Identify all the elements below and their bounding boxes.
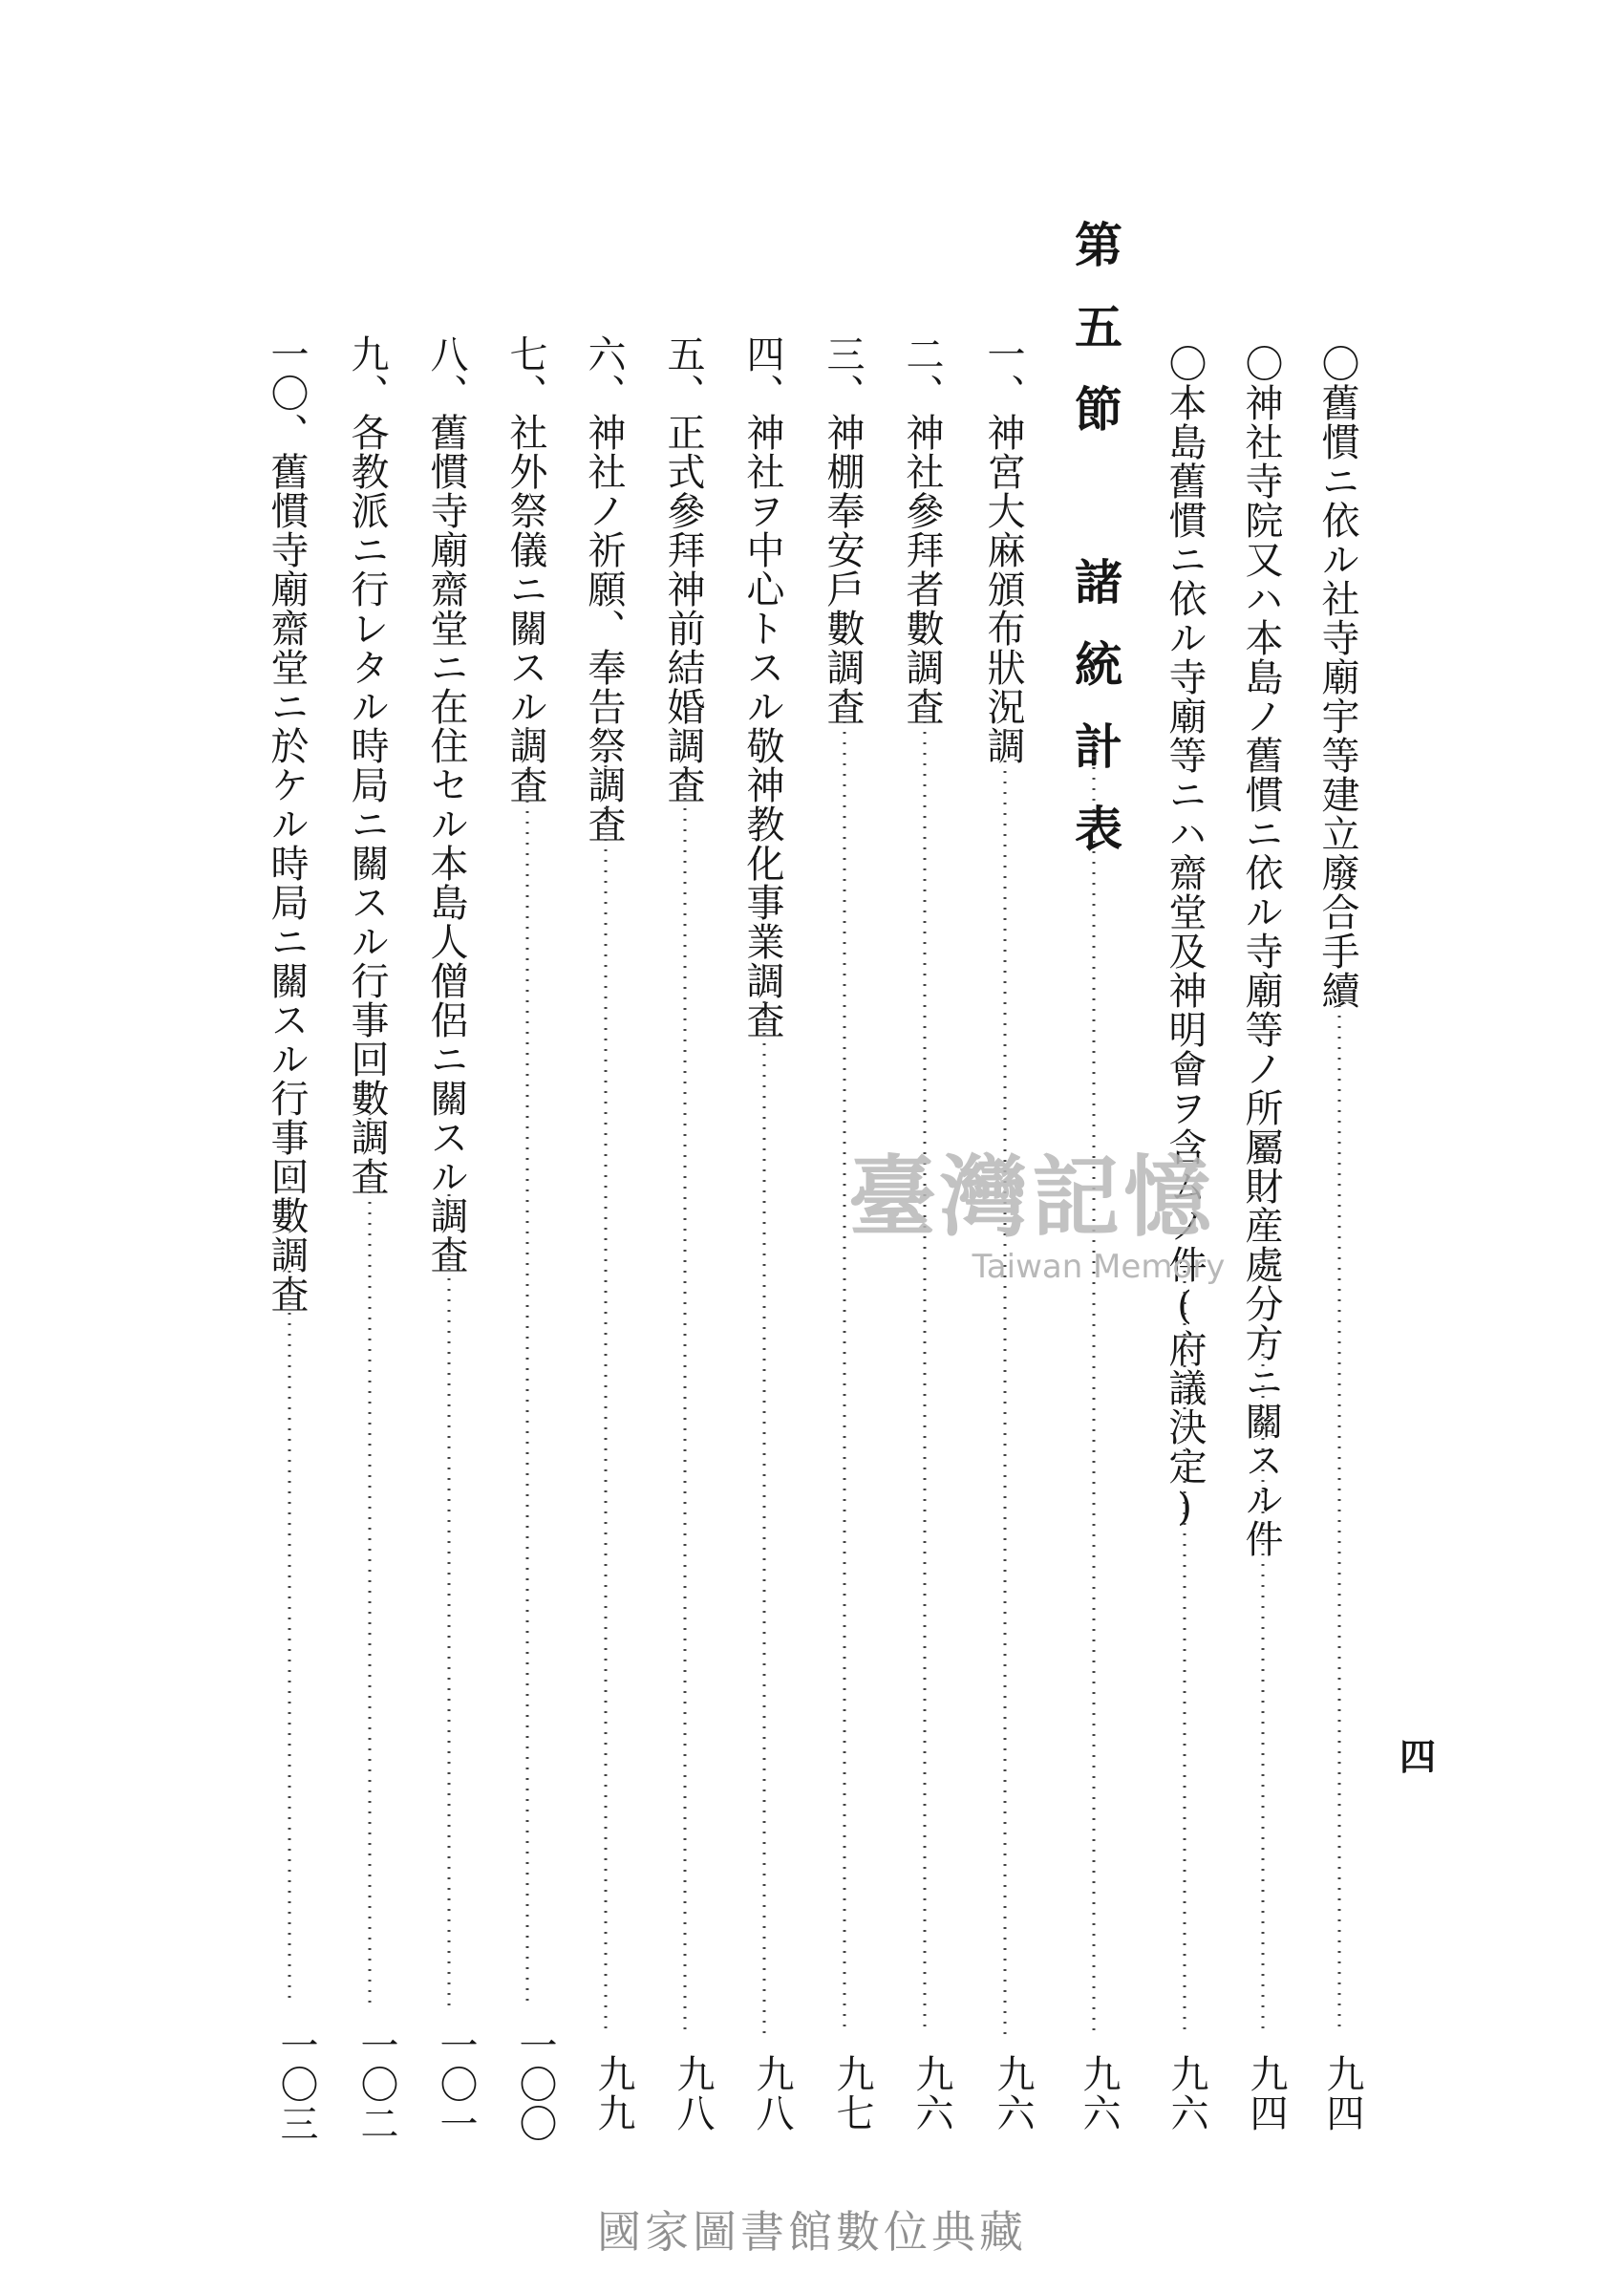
- toc-page: 九六: [1165, 2054, 1208, 2132]
- toc-entry: [900, 334, 944, 726]
- toc-entry-text: 六、神社ノ祈願、奉告祭調査: [582, 334, 626, 844]
- toc-entry-text: 九、各教派ニ行レタル時局ニ關スル行事回數調査: [345, 334, 389, 1196]
- toc-page: 九六: [909, 2054, 953, 2132]
- toc-entry-text: 八、舊慣寺廟齋堂ニ在住セル本島人僧侶ニ關スル調査: [424, 334, 468, 1275]
- page-number: 四: [1400, 1735, 1437, 1778]
- toc-entry-text: 一、神宮大麻頒布狀況調: [981, 334, 1025, 765]
- toc-page: 九七: [830, 2054, 874, 2132]
- toc-entry: [503, 334, 547, 804]
- toc-page: 九六: [991, 2054, 1035, 2132]
- toc-page: 九四: [1320, 2054, 1364, 2132]
- toc-page: 一〇三: [274, 2025, 318, 2143]
- footer-credit: 國家圖書館數位典藏: [597, 2206, 1027, 2258]
- toc-entry-text: 〇本島舊慣ニ依ル寺廟等ニハ齋堂及神明會ヲ含ムノ件(府議決定): [1163, 344, 1207, 1531]
- toc-entry: [424, 334, 468, 1275]
- toc-page: 九九: [591, 2054, 635, 2132]
- toc-entry: [661, 334, 705, 804]
- watermark: [812, 1127, 1251, 1286]
- toc-page: 九四: [1244, 2054, 1288, 2132]
- toc-entry: [345, 334, 389, 1196]
- toc-entry: [1163, 344, 1207, 1531]
- toc-page: 一〇〇: [513, 2025, 557, 2143]
- toc-page: 九八: [750, 2054, 794, 2132]
- toc-entry: [981, 334, 1025, 765]
- toc-entry: [740, 334, 784, 1039]
- toc-entry: [265, 334, 309, 1314]
- toc-page: 一〇二: [354, 2025, 398, 2143]
- toc-entry: [821, 334, 865, 726]
- toc-page: 一〇一: [434, 2025, 478, 2143]
- toc-entry-text: 二、神社參拜者數調査: [900, 334, 944, 726]
- section-title: 第五節 諸統計表: [1067, 220, 1123, 886]
- watermark-sub: Taiwan Memory: [972, 1248, 1226, 1286]
- toc-entry-text: 五、正式參拜神前結婚調査: [661, 334, 705, 804]
- watermark-main: 臺灣記憶: [847, 1146, 1215, 1249]
- toc-entry-text: 七、社外祭儀ニ關スル調査: [503, 334, 547, 804]
- toc-entry-text: 一〇、舊慣寺廟齋堂ニ於ケル時局ニ關スル行事回數調査: [265, 334, 309, 1314]
- toc-entry: [582, 334, 626, 844]
- toc-entry: [1315, 344, 1359, 1010]
- toc-entry-text: 〇舊慣ニ依ル社寺廟宇等建立廢合手續: [1315, 344, 1359, 1010]
- toc-entry-text: 三、神棚奉安戶數調査: [821, 334, 865, 726]
- toc-page: 九六: [1077, 2054, 1121, 2132]
- toc-entry-text: 〇神社寺院又ハ本島ノ舊慣ニ依ル寺廟等ノ所屬財産處分方ニ關スル件: [1239, 344, 1283, 1558]
- toc-page: 九八: [671, 2054, 715, 2132]
- toc-entry: [1239, 344, 1283, 1558]
- toc-entry-text: 四、神社ヲ中心トスル敬神教化事業調査: [740, 334, 784, 1039]
